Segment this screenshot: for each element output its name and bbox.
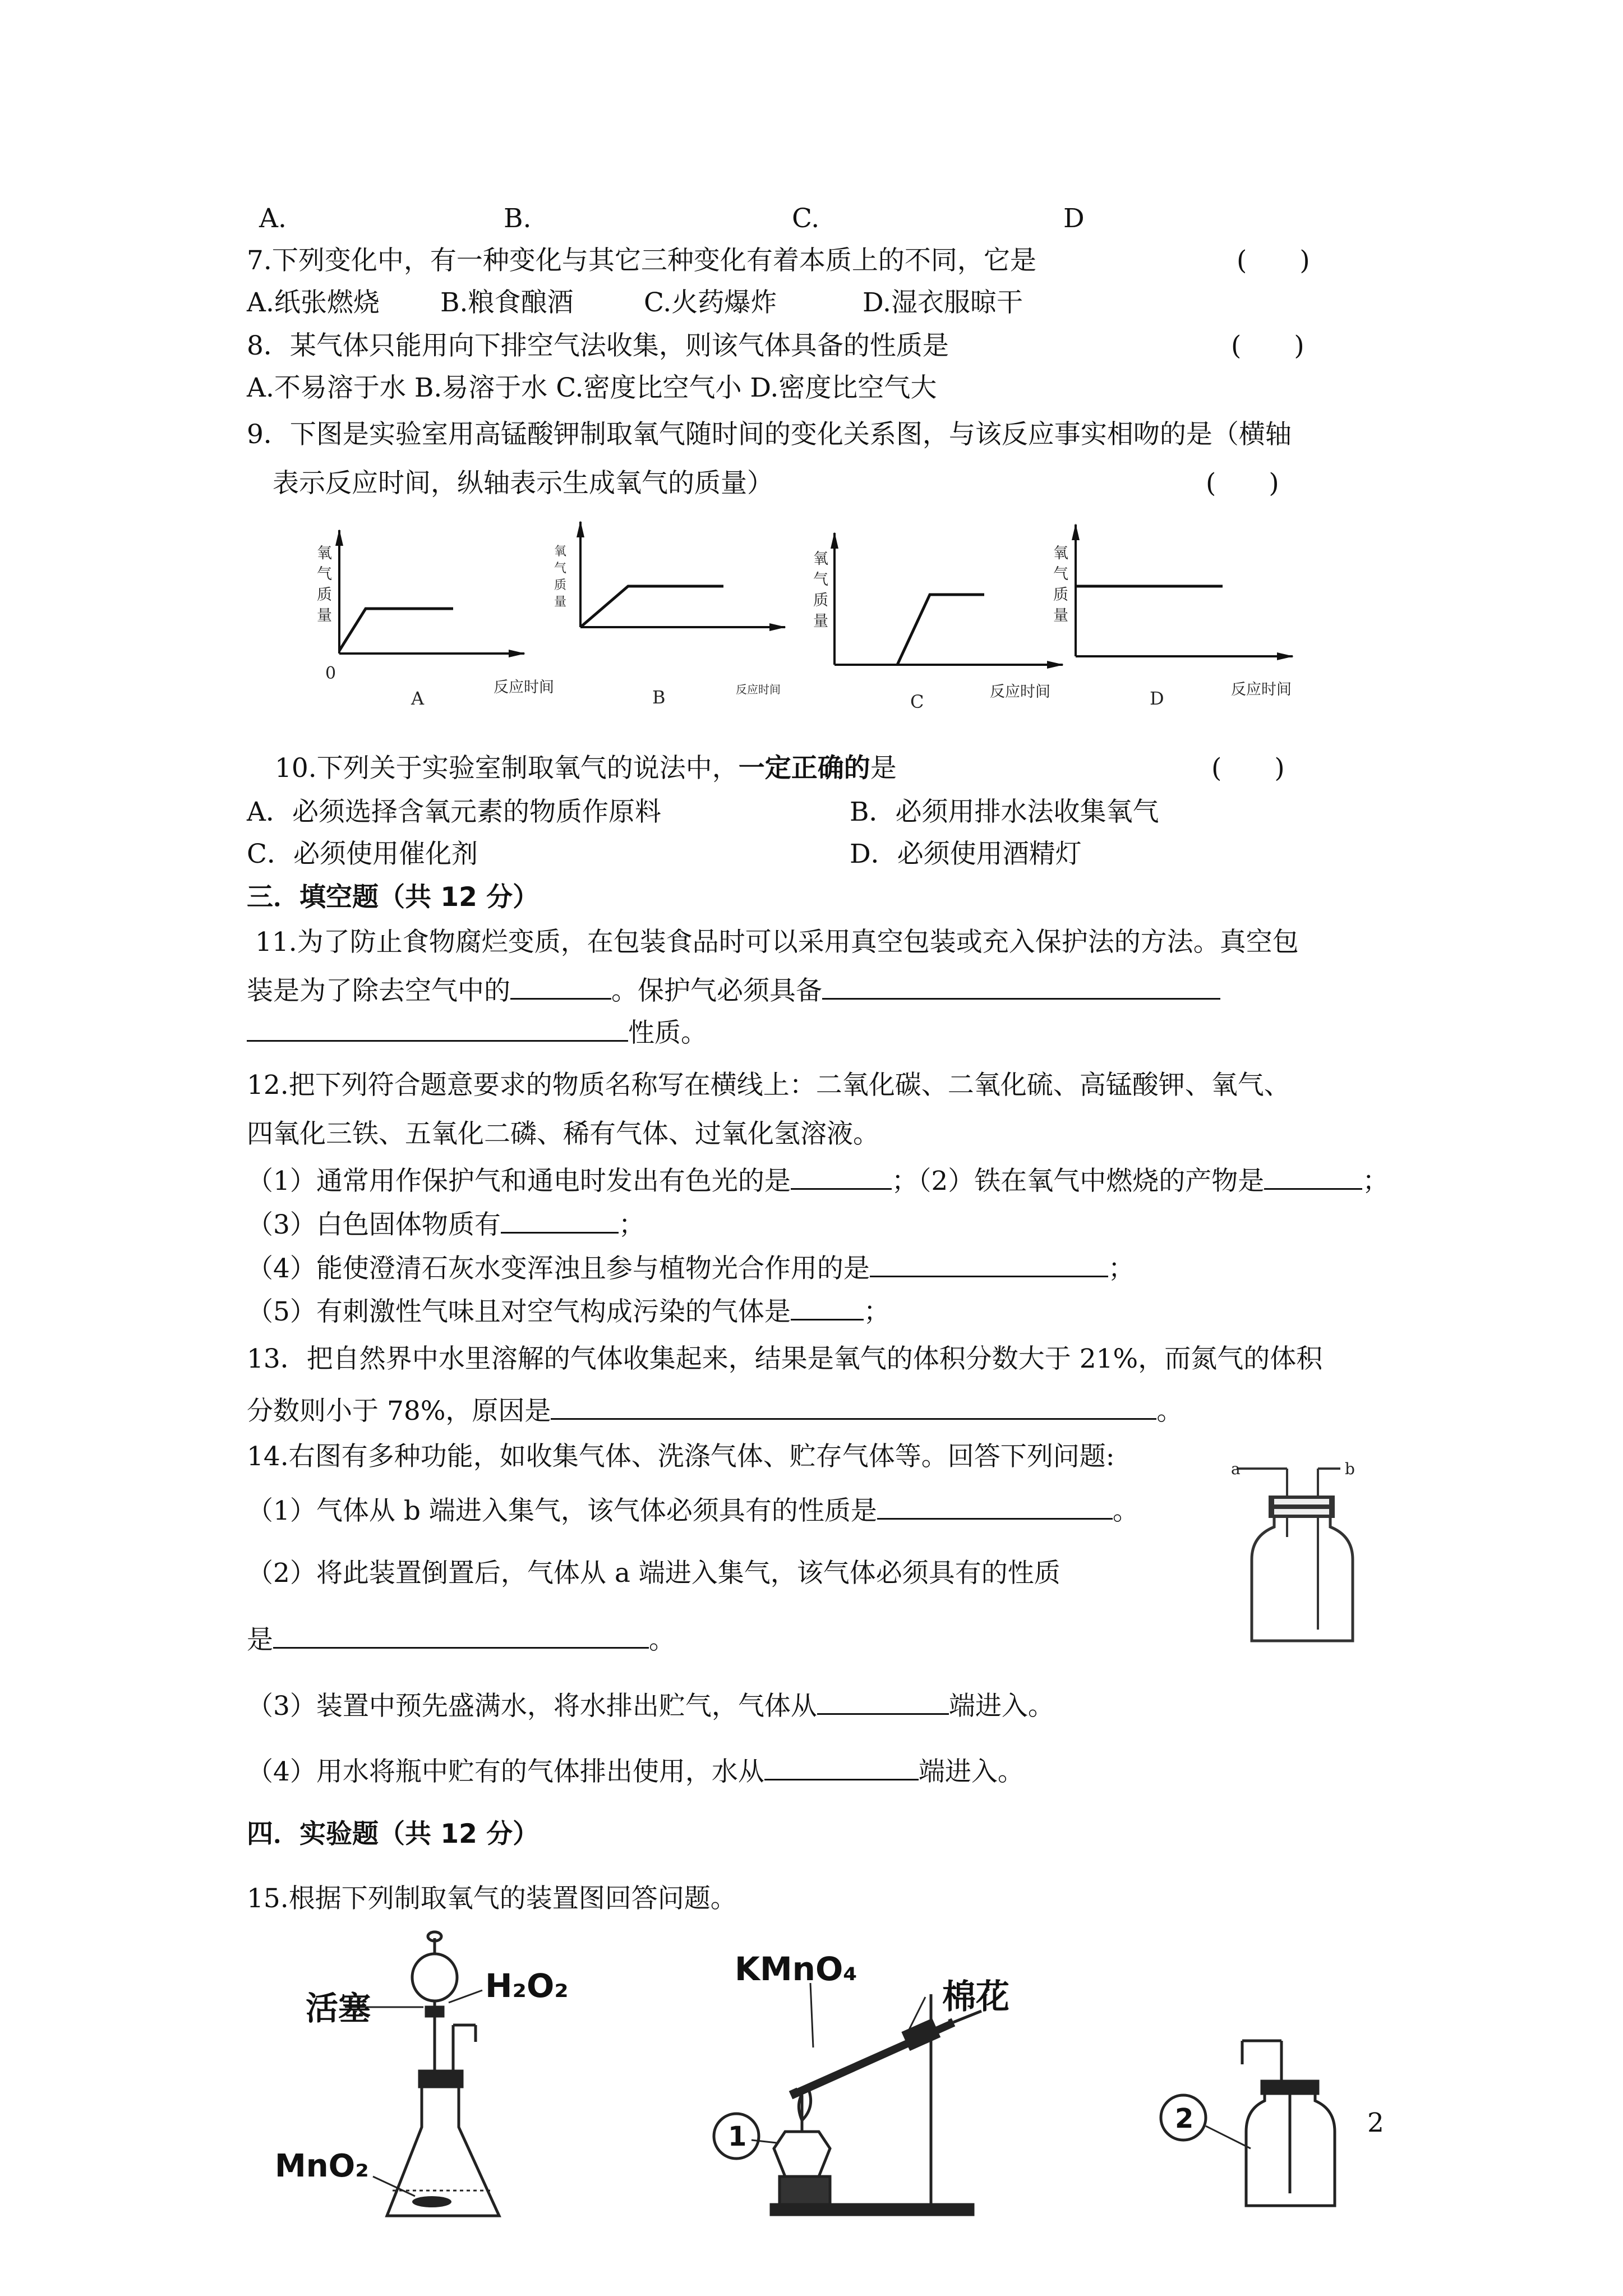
q7-option-d: D.湿衣服晾干 bbox=[863, 287, 1023, 318]
q10-answer-paren: ( ) bbox=[1211, 753, 1285, 784]
q12-line2: 四氧化三铁、五氧化二磷、稀有气体、过氧化氢溶液。 bbox=[247, 1119, 879, 1149]
q9-stem-line1: 9．下图是实验室用高锰酸钾制取氧气随时间的变化关系图，与该反应事实相吻的是（横轴 bbox=[247, 419, 1292, 450]
q9-graph-c-ylabel-1: 氧 bbox=[813, 550, 828, 568]
q14-sub4-text-a: （4）用水将瓶中贮有的气体排出使用，水从 bbox=[247, 1756, 764, 1787]
q9-graph-a-ylabel-4: 量 bbox=[317, 607, 332, 624]
q15-label-2: 2 bbox=[1175, 2103, 1194, 2134]
q14-sub3-text-b: 端进入。 bbox=[948, 1691, 1054, 1722]
q14-sub4 bbox=[247, 1753, 1024, 1789]
q9-graph-d-ylabel-1: 氧 bbox=[1053, 545, 1068, 562]
q12-sub3-text-a: （3）白色固体物质有 bbox=[247, 1209, 501, 1240]
q12-line1: 12.把下列符合题意要求的物质名称写在横线上：二氧化碳、二氧化硫、高锰酸钾、氧气、 bbox=[247, 1070, 1290, 1101]
q7-option-a: A.纸张燃烧 bbox=[247, 287, 380, 318]
q11-line3-text: 性质。 bbox=[628, 1018, 707, 1048]
q12-sub1-text-b: ；（2）铁在氧气中燃烧的产物是 bbox=[891, 1166, 1265, 1197]
q13-blank[interactable] bbox=[551, 1392, 1156, 1420]
q9-graph-b-name: B bbox=[652, 687, 666, 708]
q10-option-c: C．必须使用催化剂 bbox=[247, 839, 478, 869]
q9-graph-b-ylabel-2: 气 bbox=[554, 562, 567, 576]
prev-option-d: D bbox=[1063, 203, 1085, 234]
q15-stem: 15.根据下列制取氧气的装置图回答问题。 bbox=[247, 1883, 737, 1914]
q15-label-1: 1 bbox=[728, 2121, 747, 2152]
q9-answer-paren: ( ) bbox=[1206, 468, 1279, 499]
q14-blank-1[interactable] bbox=[877, 1492, 1113, 1520]
q15-label-h2o2: H₂O₂ bbox=[485, 1967, 569, 2005]
q7-option-b: B.粮食酿酒 bbox=[440, 287, 574, 318]
q13-line1: 13．把自然界中水里溶解的气体收集起来，结果是氧气的体积分数大于 21%，而氮气的体积 bbox=[247, 1343, 1323, 1374]
q9-graph-c-xlabel: 反应时间 bbox=[990, 683, 1050, 701]
q15-label-stopcock: 活塞 bbox=[306, 1989, 371, 2027]
section-4-title: 四．实验题（共 12 分） bbox=[247, 1819, 540, 1849]
q14-sub1-text-b: 。 bbox=[1112, 1496, 1139, 1526]
q11-line2b: 。保护气必须具备 bbox=[611, 976, 822, 1006]
q12-sub1-text-c: ； bbox=[1362, 1166, 1389, 1197]
q11-blank-2[interactable] bbox=[822, 972, 1220, 1000]
q9-graph-b-ylabel-4: 量 bbox=[554, 595, 567, 609]
q13-line2 bbox=[247, 1392, 1183, 1428]
q8-options: A.不易溶于水 B.易溶于水 C.密度比空气小 D.密度比空气大 bbox=[247, 372, 937, 403]
q9-graph-d bbox=[1053, 524, 1293, 709]
q10-stem-pre: 10.下列关于实验室制取氧气的说法中， bbox=[275, 753, 739, 784]
page-number: 2 bbox=[1367, 2108, 1384, 2138]
q10-stem-bold: 一定正确的 bbox=[738, 753, 870, 784]
q9-graph-d-name: D bbox=[1150, 688, 1164, 709]
prev-option-b: B. bbox=[504, 203, 532, 234]
q9-graph-d-ylabel-3: 质 bbox=[1053, 586, 1068, 604]
q14-blank-2[interactable] bbox=[273, 1621, 649, 1649]
q14-line1: 14.右图有多种功能，如收集气体、洗涤气体、贮存气体等。回答下列问题: bbox=[247, 1441, 1115, 1472]
q10-option-b: B．必须用排水法收集氧气 bbox=[850, 797, 1159, 827]
q14-sub3-text-a: （3）装置中预先盛满水，将水排出贮气，气体从 bbox=[247, 1691, 817, 1722]
q9-graph-b-ylabel-3: 质 bbox=[554, 578, 567, 592]
q14-sub3 bbox=[247, 1687, 1054, 1723]
q12-sub1 bbox=[247, 1162, 1389, 1198]
section-3-title: 三．填空题（共 12 分） bbox=[247, 882, 540, 913]
prev-option-c: C. bbox=[792, 203, 820, 234]
q10-option-d: D．必须使用酒精灯 bbox=[850, 839, 1082, 869]
q15-label-mno2: MnO₂ bbox=[275, 2148, 369, 2184]
q12-sub5-text-a: （5）有刺激性气味且对空气构成污染的气体是 bbox=[247, 1296, 791, 1327]
q9-graph-a bbox=[317, 530, 554, 709]
q9-graph-c-name: C bbox=[910, 691, 924, 712]
q12-blank-1[interactable] bbox=[791, 1162, 892, 1190]
q11-line2a: 装是为了除去空气中的 bbox=[247, 976, 510, 1006]
q14-sub2-text-d: 。 bbox=[649, 1625, 675, 1655]
q14-sub1 bbox=[247, 1492, 1139, 1528]
q12-sub3 bbox=[247, 1206, 645, 1242]
q15-apparatus-h2o2 bbox=[345, 1932, 499, 2216]
q9-graph-a-ylabel-2: 气 bbox=[317, 565, 332, 583]
q14-sub2: （2）将此装置倒置后，气体从 a 端进入集气，该气体必须具有的性质 bbox=[247, 1558, 1061, 1589]
q8-stem: 8．某气体只能用向下排空气法收集，则该气体具备的性质是 bbox=[247, 330, 949, 361]
q11-line1: 11.为了防止食物腐烂变质，在包装食品时可以采用真空包装或充入保护法的方法。真空包 bbox=[255, 927, 1299, 958]
q9-graph-c-ylabel-3: 质 bbox=[813, 592, 828, 609]
q15-label-cotton: 棉花 bbox=[942, 1977, 1009, 2017]
q7-option-c: C.火药爆炸 bbox=[644, 287, 777, 318]
q12-blank-2[interactable] bbox=[1264, 1162, 1362, 1190]
q14-bottle-diagram bbox=[1231, 1460, 1355, 1641]
q12-sub5-text-b: ； bbox=[863, 1296, 890, 1327]
q12-sub4-text-a: （4）能使澄清石灰水变浑浊且参与植物光合作用的是 bbox=[247, 1253, 870, 1284]
q14-label-a: a bbox=[1231, 1460, 1241, 1478]
q10-stem-post: 是 bbox=[870, 753, 897, 784]
q12-sub4 bbox=[247, 1250, 1135, 1286]
q9-graph-a-name: A bbox=[411, 688, 425, 709]
q9-graph-d-ylabel-2: 气 bbox=[1053, 565, 1068, 583]
q15-apparatus-kmno4 bbox=[751, 1983, 981, 2215]
q12-blank-4[interactable] bbox=[870, 1250, 1108, 1277]
q9-graph-d-xlabel: 反应时间 bbox=[1231, 681, 1292, 698]
q7-stem: 7.下列变化中，有一种变化与其它三种变化有着本质上的不同，它是 bbox=[247, 245, 1036, 276]
q14-sub1-text-a: （1）气体从 b 端进入集气，该气体必须具有的性质是 bbox=[247, 1496, 877, 1526]
q14-label-b: b bbox=[1345, 1460, 1355, 1478]
q11-line2 bbox=[247, 972, 1220, 1008]
q9-graph-a-ylabel-1: 氧 bbox=[317, 545, 332, 562]
q11-blank-1[interactable] bbox=[510, 972, 611, 1000]
q9-graph-c bbox=[813, 533, 1063, 712]
q15-apparatus-bottle bbox=[1206, 2041, 1335, 2206]
q9-graph-c-ylabel-2: 气 bbox=[813, 571, 828, 588]
q11-blank-3[interactable] bbox=[247, 1014, 628, 1042]
q9-graph-d-ylabel-4: 量 bbox=[1053, 607, 1068, 624]
q13-line2-text-b: 。 bbox=[1156, 1396, 1183, 1427]
prev-option-a: A. bbox=[259, 203, 287, 234]
q14-sub2-cont bbox=[247, 1621, 675, 1657]
q12-sub4-text-b: ； bbox=[1108, 1253, 1135, 1284]
q9-graph-c-ylabel-4: 量 bbox=[813, 613, 828, 630]
q14-blank-4[interactable] bbox=[764, 1753, 919, 1780]
q10-stem bbox=[275, 752, 897, 785]
q10-option-a: A．必须选择含氧元素的物质作原料 bbox=[247, 797, 661, 827]
q12-blank-3[interactable] bbox=[501, 1206, 619, 1234]
q9-graph-b-xlabel: 反应时间 bbox=[736, 683, 781, 696]
q9-stem-line2: 表示反应时间，纵轴表示生成氧气的质量） bbox=[273, 468, 773, 499]
q9-graph-b-ylabel-1: 氧 bbox=[554, 545, 567, 559]
q11-line3 bbox=[247, 1014, 707, 1050]
q9-graph-b bbox=[554, 522, 785, 708]
q15-label-kmno4: KMnO₄ bbox=[735, 1950, 857, 1988]
q13-line2-text-a: 分数则小于 78%，原因是 bbox=[247, 1396, 551, 1427]
q9-graph-a-ylabel-3: 质 bbox=[317, 586, 332, 604]
q12-sub3-text-b: ； bbox=[618, 1209, 645, 1240]
q7-answer-paren: ( ) bbox=[1237, 245, 1310, 276]
q12-sub1-text-a: （1）通常用作保护气和通电时发出有色光的是 bbox=[247, 1166, 791, 1197]
q9-graph-a-xlabel: 反应时间 bbox=[494, 679, 554, 696]
q14-sub2-text-c: 是 bbox=[247, 1625, 273, 1655]
q9-graph-a-origin: 0 bbox=[325, 664, 336, 683]
q12-blank-5[interactable] bbox=[791, 1293, 864, 1320]
q8-answer-paren: ( ) bbox=[1231, 330, 1304, 361]
q12-sub5 bbox=[247, 1293, 890, 1329]
q14-blank-3[interactable] bbox=[817, 1687, 949, 1715]
q14-sub4-text-b: 端进入。 bbox=[918, 1756, 1024, 1787]
